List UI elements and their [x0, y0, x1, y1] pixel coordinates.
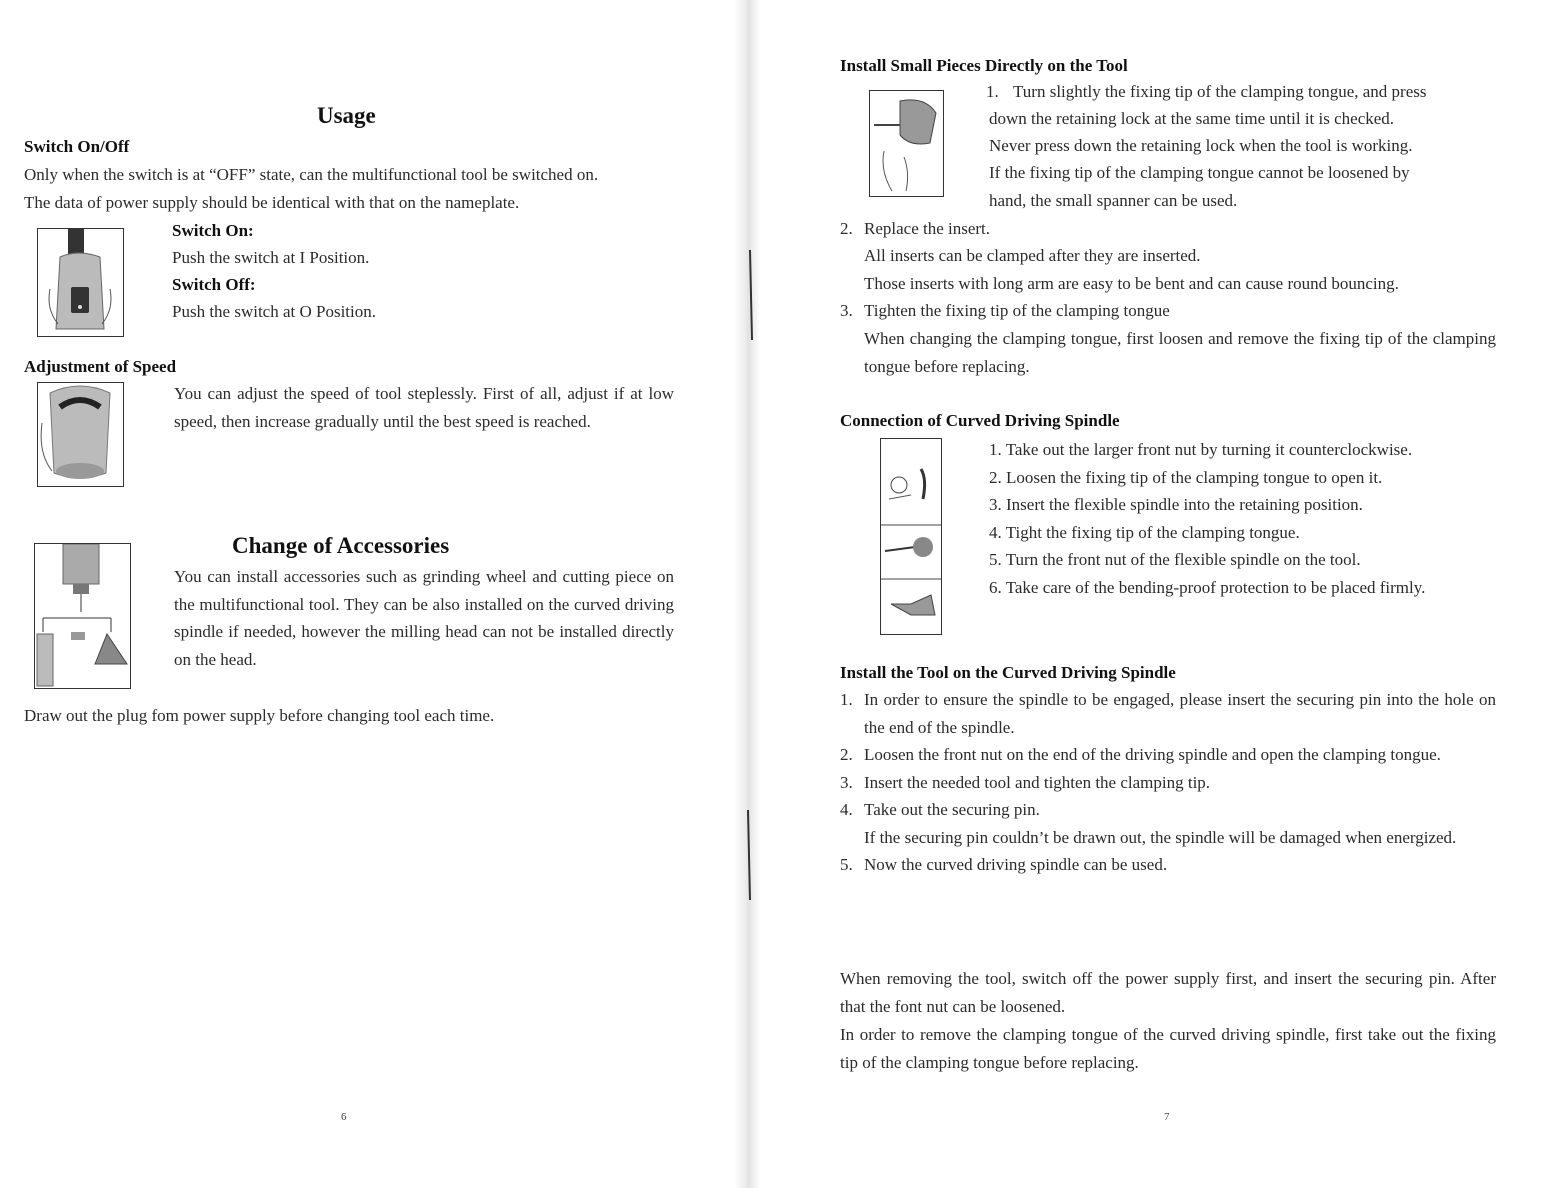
page-number-right: 7 [1164, 1111, 1170, 1123]
install-step: 1. In order to ensure the spindle to be engaged, please insert the securing pin into the hole on the end of the spindle. [840, 690, 1496, 737]
clamping-text: In order to remove the clamping tongue of the curved driving spindle, first take out the fixing tip of the clamping tongue before replacing. [840, 1025, 1496, 1072]
sp-item3-text: Tighten the fixing tip of the clamping tongue [864, 301, 1170, 320]
removing-text: When removing the tool, switch off the power supply first, and insert the securing pin. After that the font nut can be loosened. [840, 969, 1496, 1016]
sp-item1-line5: hand, the small spanner can be used. [989, 191, 1238, 210]
page-number-left: 6 [341, 1111, 347, 1123]
curved-step: 5. Turn the front nut of the flexible spindle on the tool. [989, 550, 1361, 569]
switch-figure [37, 228, 124, 337]
curved-step: 1. Take out the larger front nut by turning it counterclockwise. [989, 440, 1413, 459]
speed-text: You can adjust the speed of tool steplessly. First of all, adjust if at low speed, then increase gradually until the best speed is reached. [174, 384, 674, 431]
small-pieces-heading: Install Small Pieces Directly on the Tool [840, 56, 1128, 75]
switch-on-label: Switch On: [172, 221, 254, 240]
sp-item1-num: 1. [986, 82, 999, 101]
flexible-spindle-icon [881, 439, 941, 634]
binding-spine [734, 0, 760, 1188]
speed-heading: Adjustment of Speed [24, 357, 177, 376]
small-pieces-figure [869, 90, 944, 197]
sp-item3-sub: When changing the clamping tongue, first loosen and remove the fixing tip of the clamping tongue before replacing. [864, 329, 1496, 376]
install-step: 5. Now the curved driving spindle can be used. [840, 855, 1168, 874]
switch-off-label: Switch Off: [172, 275, 256, 294]
install-step: 3. Insert the needed tool and tighten the clamping tip. [840, 772, 1211, 792]
tool-switch-icon [38, 229, 123, 336]
accessories-icon [35, 544, 130, 688]
clamping-tongue-icon [870, 91, 943, 196]
switch-off-text: Push the switch at O Position. [172, 302, 377, 321]
sp-item1-line2: down the retaining lock at the same time until it is checked. [989, 109, 1395, 128]
speed-figure [37, 382, 124, 487]
sp-item1-line3: Never press down the retaining lock when the tool is working. [989, 136, 1413, 155]
install-steps-list [840, 686, 1496, 879]
switch-on-text: Push the switch at I Position. [172, 248, 370, 267]
change-text: You can install accessories such as grinding wheel and cutting piece on the multifunctional tool. They can be also installed on the curved driving spindle if needed, however the milling head can not be installed directly on the head. [174, 567, 674, 669]
install-heading: Install the Tool on the Curved Driving Spindle [840, 663, 1176, 682]
sp-item3-num: 3. [840, 301, 853, 320]
switch-text-1: Only when the switch is at “OFF” state, can the multifunctional tool be switched on. [24, 165, 599, 184]
page-title-usage: Usage [317, 103, 376, 128]
install-step: 2. Loosen the front nut on the end of the driving spindle and open the clamping tongue. [840, 745, 1441, 764]
switch-heading: Switch On/Off [24, 137, 130, 156]
sp-item2-sub2: Those inserts with long arm are easy to be bent and can cause round bouncing. [864, 274, 1399, 293]
curved-step: 4. Tight the fixing tip of the clamping tongue. [989, 522, 1300, 542]
curved-step: 3. Insert the flexible spindle into the retaining position. [989, 495, 1363, 514]
curved-heading: Connection of Curved Driving Spindle [840, 411, 1120, 430]
install-step-note: If the securing pin couldn’t be drawn out, the spindle will be damaged when energized. [864, 827, 1457, 847]
sp-item2-sub1: All inserts can be clamped after they are inserted. [864, 246, 1201, 265]
curved-step: 6. Take care of the bending-proof protection to be placed firmly. [989, 577, 1426, 597]
curved-step: 2. Loosen the fixing tip of the clamping tongue to open it. [989, 467, 1383, 487]
change-title: Change of Accessories [232, 533, 450, 558]
sp-item1-line4: If the fixing tip of the clamping tongue cannot be loosened by [989, 163, 1410, 182]
unplug-text: Draw out the plug fom power supply before changing tool each time. [24, 706, 495, 725]
switch-text-2: The data of power supply should be identical with that on the nameplate. [24, 193, 520, 212]
curved-spindle-figure [880, 438, 942, 635]
install-step: 4. Take out the securing pin. [840, 800, 1040, 819]
sp-item2-text: Replace the insert. [864, 219, 991, 238]
sp-item1-line1: Turn slightly the fixing tip of the clamping tongue, and press [1013, 82, 1427, 101]
speed-dial-icon [38, 383, 123, 486]
curved-steps-list [989, 436, 1496, 601]
accessories-figure [34, 543, 131, 689]
sp-item2-num: 2. [840, 219, 853, 238]
